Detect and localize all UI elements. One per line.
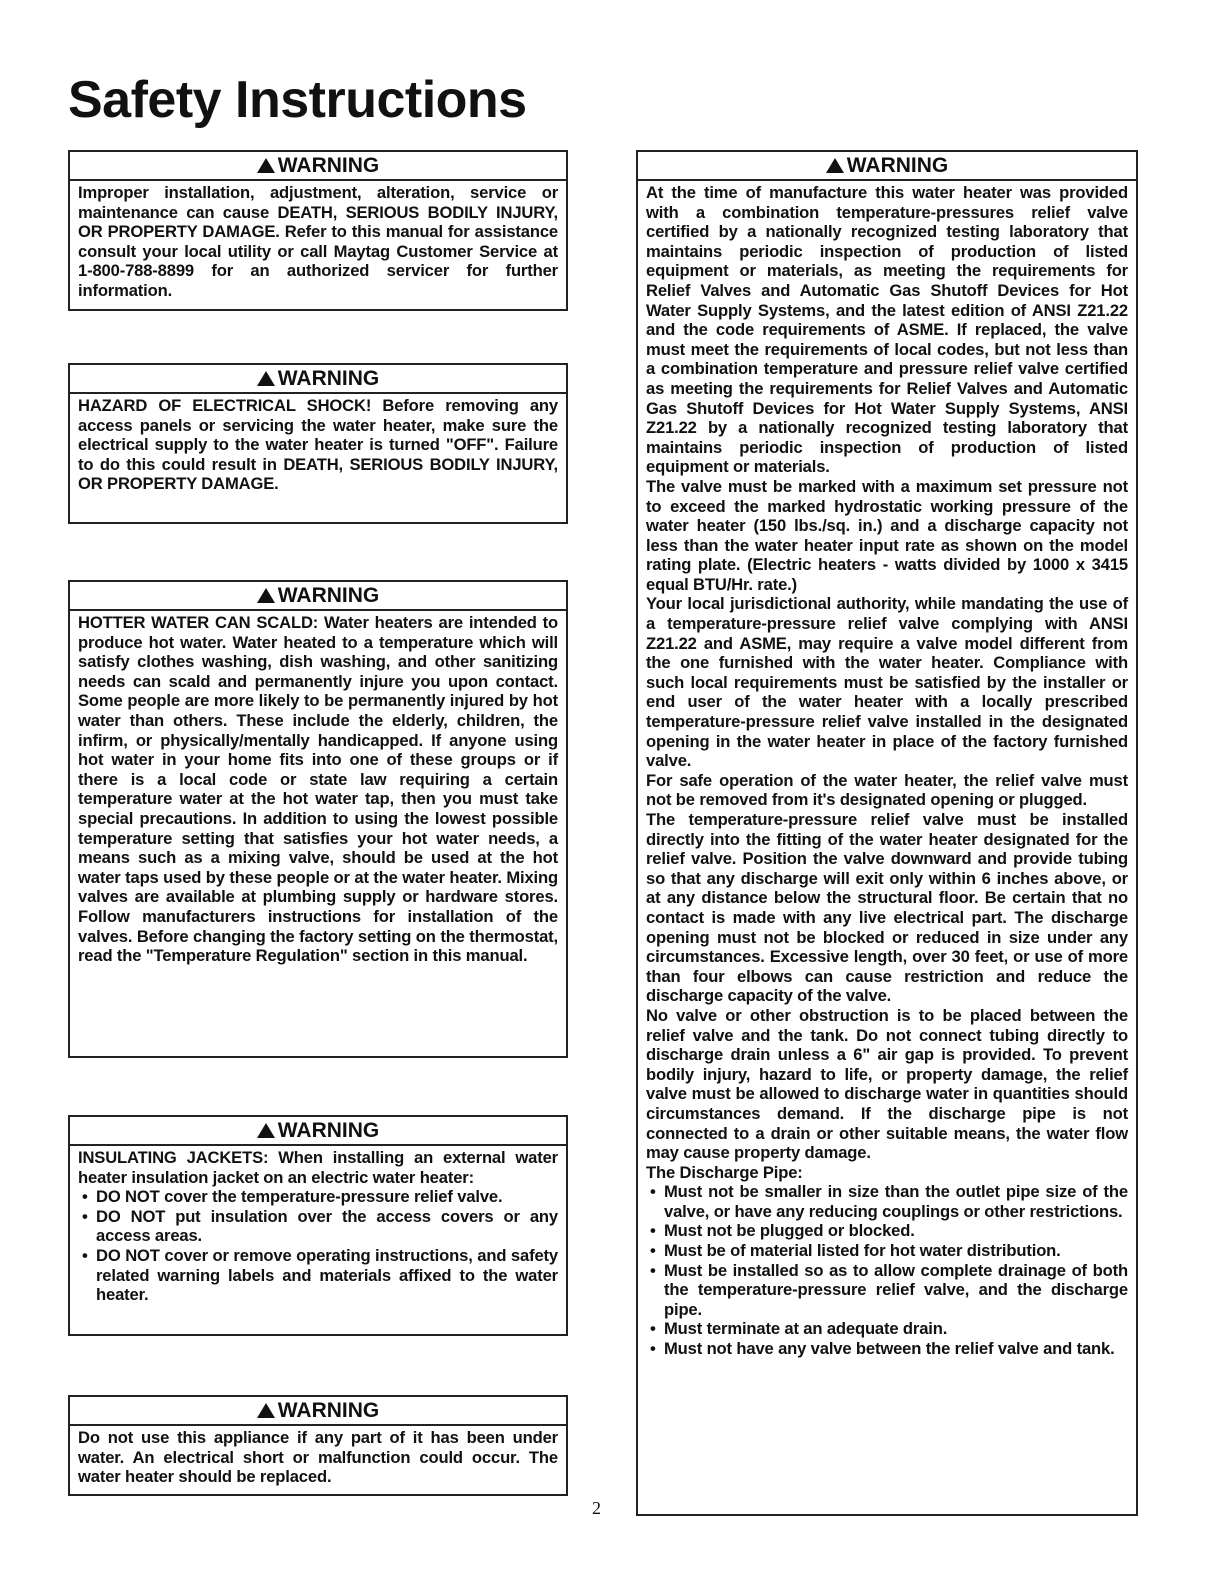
page-number: 2 — [592, 1498, 601, 1518]
warning-label: WARNING — [846, 154, 949, 177]
paragraph: Your local jurisdictional authority, while mandating the use of a temperature-pressure relief valve complying with ANSI Z21.22 and ASME, may require a valve model different from the one furnished with the water heater. Compliance with such local requirements must be satisfied by the installer or end user of the water heater with a locally prescribed temperature-pressure relief valve installed in the designated opening in the water heater in place of the factory furnished valve. — [646, 594, 1128, 771]
warning-text: Do not use this appliance if any part of it has been under water. An electrical short or malfunction could occur. The water heater should be replaced. — [78, 1428, 558, 1487]
warning-triangle-icon — [257, 158, 275, 173]
list-item: • DO NOT cover or remove operating instructions, and safety related warning labels and materials affixed to the water heater. — [78, 1246, 558, 1305]
bullet-list — [78, 1187, 558, 1305]
list-item: • Must be installed so as to allow complete drainage of both the temperature-pressure relief valve, and the discharge pipe. — [646, 1261, 1128, 1320]
warning-triangle-icon — [257, 588, 275, 603]
warning-label: WARNING — [277, 367, 380, 390]
list-item: • Must be of material listed for hot water distribution. — [646, 1241, 1128, 1261]
list-item: • Must not be plugged or blocked. — [646, 1221, 1128, 1241]
warning-box-electrical-shock — [68, 363, 568, 524]
warning-triangle-icon — [826, 158, 844, 173]
paragraph: For safe operation of the water heater, the relief valve must not be removed from it's designated opening or plugged. — [646, 770, 1128, 810]
warning-label: WARNING — [277, 584, 380, 607]
warning-triangle-icon — [257, 371, 275, 386]
warning-header — [70, 582, 566, 611]
warning-header — [70, 1397, 566, 1426]
warning-label: WARNING — [277, 154, 380, 177]
warning-triangle-icon — [257, 1123, 275, 1138]
warning-header — [70, 1117, 566, 1146]
warning-text: Improper installation, adjustment, alteration, service or maintenance can cause DEATH, SERIOUS BODILY INJURY, OR PROPERTY DAMAGE. Refer to this manual for assistance consult your local utility or call Maytag Customer Service at 1-800-788-8899 for an authorized servicer for further information. — [78, 183, 558, 300]
warning-text: INSULATING JACKETS: When installing an external water heater insulation jacket on an electric water heater: — [78, 1148, 558, 1187]
list-item: • Must not be smaller in size than the outlet pipe size of the valve, or have any reducing couplings or other restrictions. — [646, 1182, 1128, 1221]
page-title: Safety Instructions — [68, 71, 527, 129]
warning-text: HOTTER WATER CAN SCALD: Water heaters are intended to produce hot water. Water heated to a temperature which will satisfy clothes washing, dish washing, and other sanitizing needs can scald and permanently injure you upon contact. Some people are more likely to be permanently injured by hot water than others. These include the elderly, children, the infirm, or physically/mentally handicapped. If anyone using hot water in your home fits into one of these groups or if there is a local code or state law requiring a certain temperature water at the hot water tap, then you must take special precautions. In addition to using the lowest possible temperature setting that satisfies your hot water needs, a means such as a mixing valve, should be used at the hot water taps used by these people or at the water heater. Mixing valves are available at plumbing supply or hardware stores. Follow manufacturers instructions for installation of the valves. Before changing the factory setting on the thermostat, read the "Temperature Regulation" section in this manual. — [78, 613, 558, 966]
warning-triangle-icon — [257, 1403, 275, 1418]
list-item: • DO NOT put insulation over the access covers or any access areas. — [78, 1207, 558, 1246]
warning-box-under-water — [68, 1395, 568, 1496]
warning-box-scald — [68, 580, 568, 1058]
paragraph: The temperature-pressure relief valve must be installed directly into the fitting of the water heater designated for the relief valve. Position the valve downward and provide tubing so that any discharge will exit only within 6 inches above, or at any distance below the structural floor. Be certain that no contact is made with any live electrical part. The discharge opening must not be blocked or reduced in size under any circumstances. Excessive length, over 30 feet, or use of more than four elbows can cause restriction and reduce the discharge capacity of the valve. — [646, 810, 1128, 1006]
warning-label: WARNING — [277, 1399, 380, 1422]
warning-label: WARNING — [277, 1119, 380, 1142]
warning-box-relief-valve — [636, 150, 1138, 1516]
bullet-list — [646, 1182, 1128, 1358]
warning-header — [638, 152, 1136, 181]
warning-header — [70, 152, 566, 181]
paragraph: At the time of manufacture this water heater was provided with a combination temperature-pressures relief valve certified by a nationally recognized testing laboratory that maintains periodic inspection of production of listed equipment or materials, as meeting the requirements for Relief Valves and Automatic Gas Shutoff Devices for Hot Water Supply Systems, and the latest edition of ANSI Z21.22 and the code requirements of ASME. If replaced, the valve must meet the requirements of local codes, but not less than a combination temperature and pressure relief valve certified as meeting the requirements for Relief Valves and Automatic Gas Shutoff Devices for Hot Water Supply Systems, ANSI Z21.22 by a nationally recognized testing laboratory that maintains periodic inspection of production of listed equipment or materials. — [646, 183, 1128, 477]
paragraph: The valve must be marked with a maximum set pressure not to exceed the marked hydrostatic working pressure of the water heater (150 lbs./sq. in.) and a discharge capacity not less than the water heater input rate as shown on the model rating plate. (Electric heaters - watts divided by 1000 x 3415 equal BTU/Hr. rate.) — [646, 476, 1128, 594]
warning-header — [70, 365, 566, 394]
discharge-pipe-heading: The Discharge Pipe: — [646, 1162, 803, 1182]
list-item: • Must not have any valve between the relief valve and tank. — [646, 1339, 1128, 1359]
paragraph: No valve or other obstruction is to be placed between the relief valve and the tank. Do not connect tubing directly to discharge drain unless a 6" air gap is provided. To prevent bodily injury, hazard to life, or property damage, the relief valve must be allowed to discharge water in quantities should circumstances demand. If the discharge pipe is not connected to a drain or other suitable means, the water flow may cause property damage. — [646, 1005, 1128, 1163]
warning-box-insulating-jackets — [68, 1115, 568, 1336]
list-item: • DO NOT cover the temperature-pressure relief valve. — [78, 1187, 558, 1207]
warning-box-improper-installation — [68, 150, 568, 311]
warning-text: HAZARD OF ELECTRICAL SHOCK! Before removing any access panels or servicing the water heater, make sure the electrical supply to the water heater is turned "OFF". Failure to do this could result in DEATH, SERIOUS BODILY INJURY, OR PROPERTY DAMAGE. — [78, 396, 558, 494]
list-item: • Must terminate at an adequate drain. — [646, 1319, 1128, 1339]
